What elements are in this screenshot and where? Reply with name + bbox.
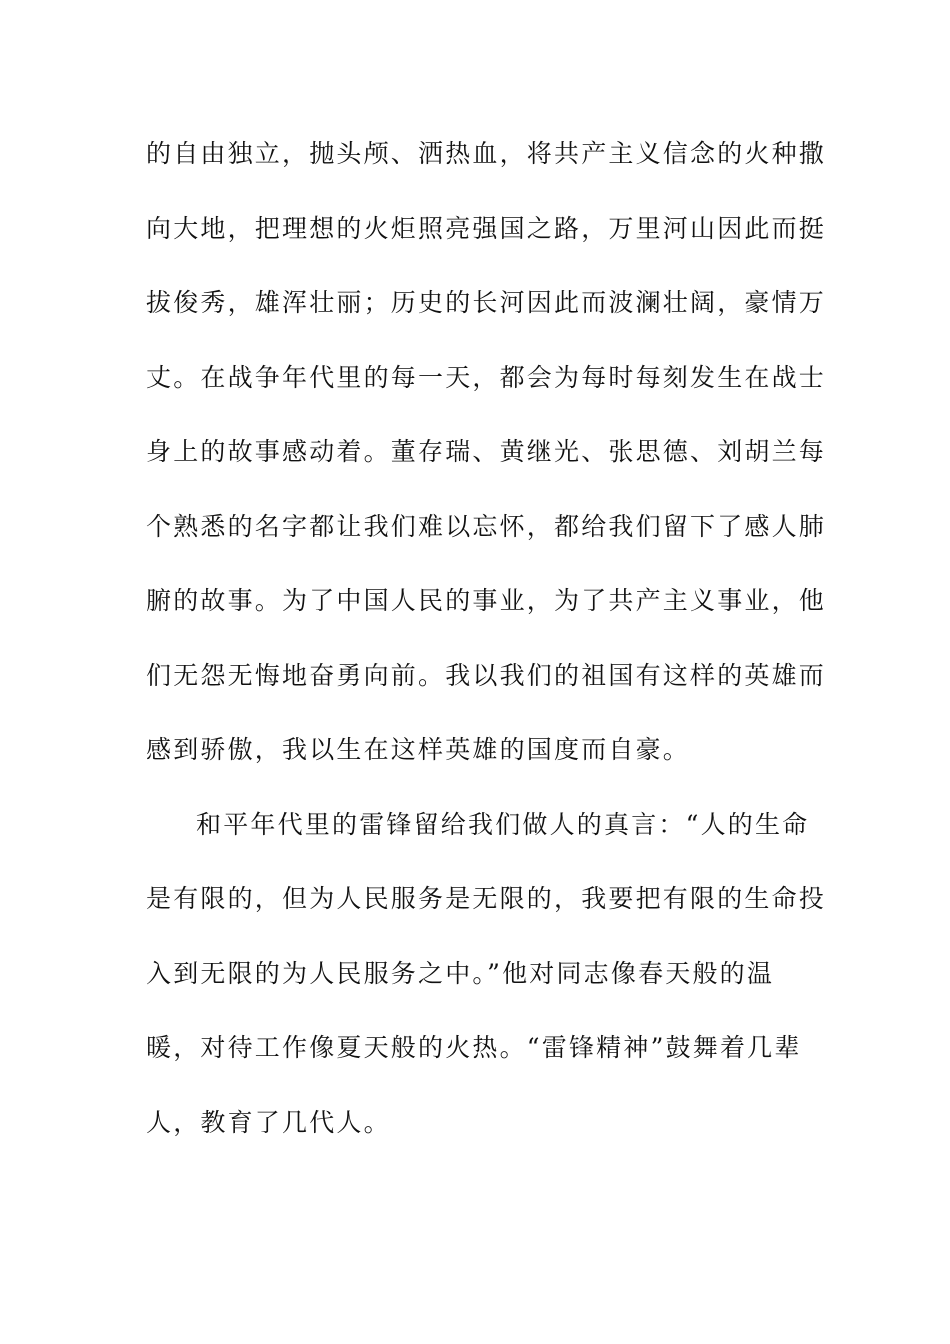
text-line: 个熟悉的名字都让我们难以忘怀，都给我们留下了感人肺 [146, 511, 827, 541]
text-line: 感到骄傲，我以生在这样英雄的国度而自豪。 [146, 735, 691, 764]
text-line: 身上的故事感动着。董存瑞、黄继光、张思德、刘胡兰每 [146, 437, 827, 466]
paragraph-lei-feng [146, 803, 827, 1176]
text-line: 是有限的，但为人民服务是无限的，我要把有限的生命投 [146, 884, 827, 913]
paragraph-heroes [146, 132, 827, 803]
text-line: 暖，对待工作像夏天般的火热。“雷锋精神”鼓舞着几辈 [146, 1033, 802, 1062]
document-body [146, 132, 827, 1175]
text-line: 向大地，把理想的火炬照亮强国之路，万里河山因此而挺 [146, 213, 827, 243]
text-line: 腑的故事。为了中国人民的事业，为了共产主义事业，他 [146, 586, 827, 615]
text-line: 的自由独立，抛头颅、洒热血，将共产主义信念的火种撒 [146, 139, 827, 168]
text-line: 拔俊秀，雄浑壮丽；历史的长河因此而波澜壮阔，豪情万 [146, 288, 827, 317]
text-line: 人，教育了几代人。 [146, 1107, 391, 1137]
text-line: 们无怨无悔地奋勇向前。我以我们的祖国有这样的英雄而 [146, 660, 827, 690]
text-line-indented: 和平年代里的雷锋留给我们做人的真言：“人的生命 [196, 809, 810, 839]
text-line: 丈。在战争年代里的每一天，都会为每时每刻发生在战士 [146, 362, 827, 392]
text-line: 入到无限的为人民服务之中。”他对同志像春天般的温 [146, 958, 775, 988]
